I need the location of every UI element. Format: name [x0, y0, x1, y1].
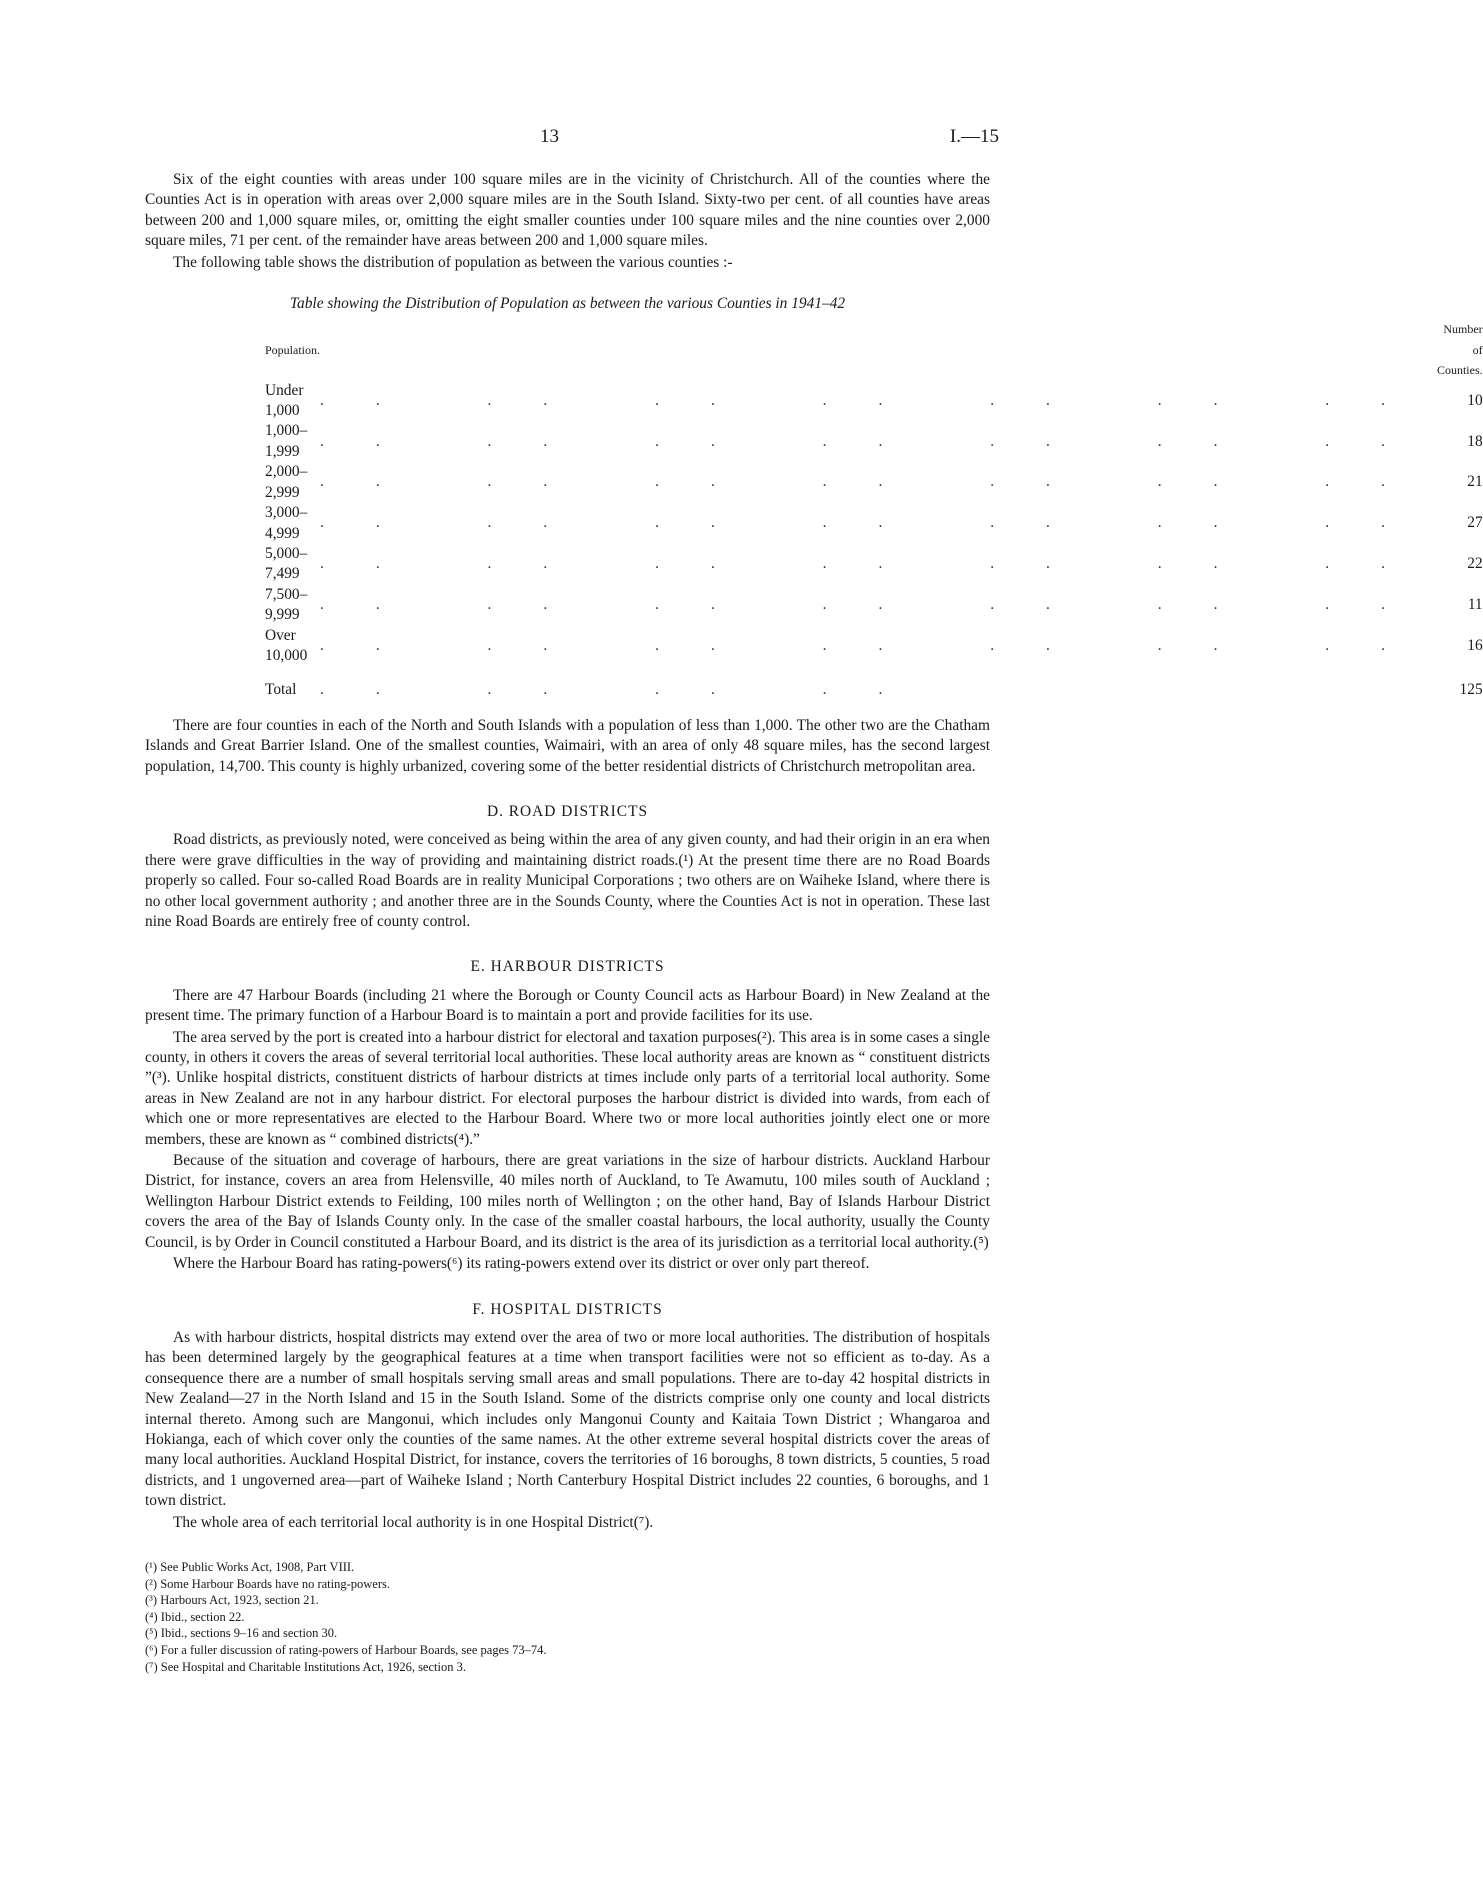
count-cell: 10 — [1467, 391, 1483, 409]
count-cell: 16 — [1467, 636, 1483, 654]
column-header-counties: Number of Counties. — [1436, 322, 1483, 378]
leader-dots: .. .. .. .. .. .. .. — [320, 636, 1437, 654]
population-cell: 3,000–4,999 — [265, 504, 308, 542]
paragraph: Because of the situation and coverage of harbours, there are great variations in the size of harbour districts. Auckland Harbour District, for instance, covers an area from Helensville, 40 miles north of Auckland, to Te Awamutu, 100 miles south of Auckland ; Wellington Harbour District extends to Feilding, 100 miles north of Wellington ; on the other hand, Bay of Islands Harbour District covers the area of the Bay of Islands County only. In the case of the smaller coastal harbours, the local authority, usually the County Council, is by Order in Council constituted a Harbour Board, and its district is the area of its jurisdiction as a territorial local authority.(⁵) — [145, 1152, 990, 1251]
paragraph: There are 47 Harbour Boards (including 21 where the Borough or County Council acts as Harbour Board) in New Zealand at the present time. The primary function of a Harbour Board is to maintain a port and provide facilities for its use. — [145, 986, 990, 1025]
population-distribution-table — [265, 319, 1483, 700]
section-heading-harbour-districts: E. HARBOUR DISTRICTS — [470, 958, 665, 976]
count-cell: 21 — [1467, 473, 1483, 491]
table-row — [265, 421, 1483, 462]
population-cell: Under 1,000 — [265, 381, 304, 420]
count-cell: 11 — [1467, 595, 1483, 613]
footnote: (³) Harbours Act, 1923, section 21. — [145, 1593, 319, 1608]
leader-dots: .. .. .. .. .. .. .. — [320, 432, 1437, 450]
leader-dots: .. .. .. .. .. .. .. — [320, 514, 1437, 532]
table-row — [265, 462, 1483, 503]
footnote: (⁴) Ibid., section 22. — [145, 1609, 245, 1624]
paragraph: Road districts, as previously noted, were conceived as being within the area of any given county, and had their origin in an era when there were grave difficulties in the way of providing and maintaining district roads.(¹) At the present time there are no Road Boards properly so called. Four so-called Road Boards are in reality Municipal Corporations ; two others are on Waiheke Island, where there is no other local government authority ; and another three are in the Sounds County, where the Counties Act is not in operation. These last nine Road Boards are entirely free of county control. — [145, 831, 990, 930]
footnotes — [145, 1559, 990, 1675]
count-cell: 27 — [1467, 514, 1483, 532]
population-cell: Over 10,000 — [265, 626, 308, 664]
paragraph: There are four counties in each of the North and South Islands with a population of less than 1,000. The other two are the Chatham Islands and Great Barrier Island. One of the smallest counties, Waimairi, with an area of only 48 square miles, has the second largest population, 14,700. This county is highly urbanized, covering some of the better residential districts of Christchurch metropolitan area. — [145, 716, 990, 775]
count-cell: 18 — [1467, 432, 1483, 450]
page-reference: I.—15 — [949, 126, 999, 147]
table-row — [265, 381, 1483, 422]
footnote: (¹) See Public Works Act, 1908, Part VIII. — [145, 1559, 355, 1574]
total-label: Total — [265, 681, 297, 699]
paragraph: Six of the eight counties with areas under 100 square miles are in the vicinity of Christchurch. All of the counties where the Counties Act is in operation with areas over 2,000 square miles are in the South Island. Sixty-two per cent. of all counties have areas between 200 and 1,000 square miles, or, omitting the eight smaller counties under 100 square miles and the nine counties over 2,000 square miles, 71 per cent. of the remainder have areas between 200 and 1,000 square miles. — [145, 171, 990, 250]
leader-dots: .. .. .. .. .. .. .. — [320, 391, 1437, 409]
count-cell: 22 — [1467, 555, 1483, 573]
paragraph: As with harbour districts, hospital districts may extend over the area of two or more local authorities. The distribution of hospitals has been determined largely by the geographical features at a time when transport facilities were not so efficient as to-day. As a consequence there are a number of small hospitals serving small areas and small populations. There are to-day 42 hospital districts in New Zealand—27 in the North Island and 15 in the South Island. Some of the districts comprise only one county and local districts internal thereto. Among such are Mangonui, which includes only Mangonui County and Kaitaia Town District ; Whangaroa and Hokianga, each of which cover only the counties of the same names. At the other extreme several hospital districts cover the areas of many local authorities. Auckland Hospital District, for instance, covers the territories of 16 boroughs, 8 town districts, 5 counties, 5 road districts, and 1 ungoverned area—part of Waiheke Island ; North Canterbury Hospital District includes 22 counties, 6 boroughs, and 1 town district. — [145, 1328, 990, 1510]
footnote: (⁷) See Hospital and Charitable Institutions Act, 1926, section 3. — [145, 1659, 466, 1674]
section-heading-hospital-districts: F. HOSPITAL DISTRICTS — [472, 1300, 663, 1318]
paragraph: The whole area of each territorial local authority is in one Hospital District(⁷). — [173, 1513, 654, 1531]
population-cell: 7,500–9,999 — [265, 585, 308, 624]
table-row — [265, 626, 1483, 667]
population-cell: 2,000–2,999 — [265, 463, 308, 501]
table-row — [265, 544, 1483, 585]
leader-dots: .. .. .. .. — [320, 681, 935, 699]
paragraph: The area served by the port is created into a harbour district for electoral and taxation purposes(²). This area is in some cases a single county, in others it covers the areas of several territorial local authorities. These local authority areas are known as “ constituent districts ”(³). Unlike hospital districts, constituent districts of harbour districts at times include only parts of a territorial local authority. Some areas in New Zealand are not in any harbour district. For electoral purposes the harbour district is divided into wards, from each of which one or more representatives are elected to the Harbour Board. Where two or more local authorities jointly elect one or more members, these are known as “ combined districts(⁴).” — [145, 1028, 990, 1148]
section-heading-road-districts: D. ROAD DISTRICTS — [486, 802, 649, 820]
column-header-population: Population. — [265, 342, 321, 357]
table-caption: Table showing the Distribution of Population as between the various Counties in 1941–42 — [289, 295, 846, 313]
population-cell: 1,000–1,999 — [265, 422, 308, 460]
leader-dots: .. .. .. .. .. .. .. — [320, 595, 1437, 613]
page-body — [145, 170, 1483, 1675]
footnote: (⁶) For a fuller discussion of rating-powers of Harbour Boards, see pages 73–74. — [145, 1642, 547, 1657]
table-row — [265, 585, 1483, 626]
paragraph: Where the Harbour Board has rating-powers(⁶) its rating-powers extend over its district or over only part thereof. — [173, 1255, 870, 1273]
leader-dots: .. .. .. .. .. .. .. — [320, 473, 1437, 491]
column-header-spacer — [320, 319, 1437, 380]
paragraph: The following table shows the distribution of population as between the various counties :- — [173, 253, 733, 271]
table-row — [265, 503, 1483, 544]
population-cell: 5,000–7,499 — [265, 544, 308, 583]
footnote: (²) Some Harbour Boards have no rating-powers. — [145, 1576, 391, 1591]
table-header-row — [265, 319, 1483, 380]
footnote: (⁵) Ibid., sections 9–16 and section 30. — [145, 1626, 338, 1641]
leader-dots: .. .. .. .. .. .. .. — [320, 555, 1437, 573]
page-number: 13 — [540, 126, 559, 147]
table-total-row — [265, 666, 1483, 700]
total-value: 125 — [1459, 681, 1483, 699]
